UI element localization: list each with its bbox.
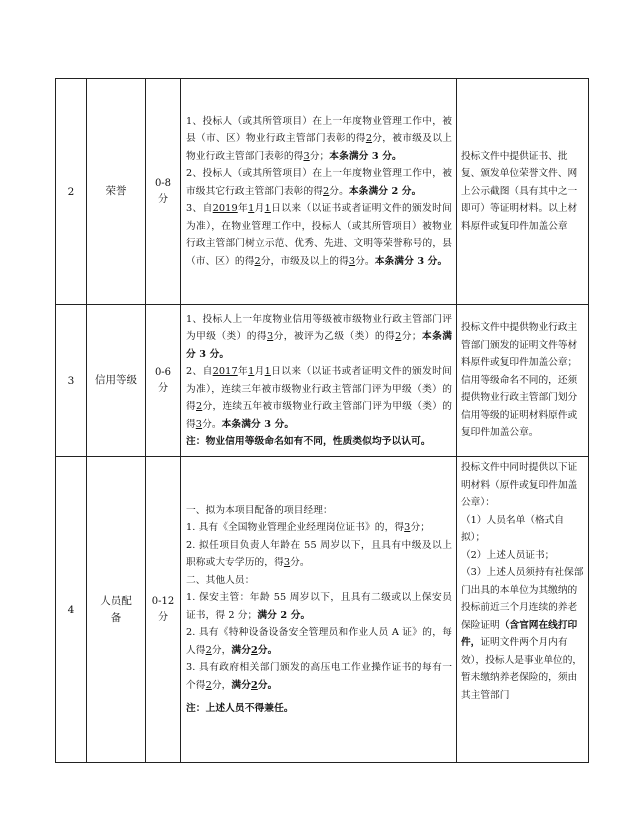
proof-materials: 投标文件中提供证书、批复、颁发单位荣誉文件、网上公示截图（具有其中之一即可）等证明材料。以上材料原件或复印件加盖公章 (457, 79, 589, 305)
item-name: 荣誉 (87, 79, 146, 305)
table-row (56, 79, 589, 305)
score-range: 0-8 分 (146, 79, 181, 305)
item-name: 人员配 备 (87, 457, 146, 763)
item-number: 3 (56, 305, 87, 457)
scoring-standard: 一、拟为本项目配备的项目经理： 1. 具有《全国物业管理企业经理岗位证书》的，得3分； 2. 拟任项目负责人年龄在 55 周岁以下，且具有中级及以上职称或大专学历的，得3分。 二、其他人员： 1. 保安主管：年龄 55 周岁以下，且具有二级或以上保安员证书，得 2 分；满分 2 分。 2. 具有《特种设备设备安全管理员和作业人员 A 证》的，每人得2分，满分2分。 3. 具有政府相关部门颁发的高压电工作业操作证书的每有一个得2分，满分2分。 注：上述人员不得兼任。 (181, 457, 457, 763)
table-row (56, 457, 589, 763)
scoring-table (55, 78, 589, 763)
scoring-standard: 1、投标人上一年度物业信用等级被市级物业行政主管部门评为甲级（类）的得3分，被评为乙级（类）的得2分；本条满分 3 分。 2、自2017年1月1日以来（以证书或者证明文件的颁发时间为准），连续三年被市级物业行政主管部门评为甲级（类）的得2分，连续五年被市级物业行政主管部门评为甲级（类）的得3分。本条满分 3 分。 注：物业信用等级命名如有不同，性质类似均予以认可。 (181, 305, 457, 457)
note: 注：上述人员不得兼任。 (186, 703, 294, 714)
note: 注：物业信用等级命名如有不同，性质类似均予以认可。 (186, 436, 431, 447)
proof-materials: 投标文件中同时提供以下证明材料（原件或复印件加盖公章）： （1）人员名单（格式自拟）； （2）上述人员证书； （3）上述人员须持有社保部门出具的本单位为其缴纳的投标前近三个月连续的养老保险证明（含官网在线打印件，证明文件两个月内有效），投标人是事业单位的，暂未缴纳养老保险的，须由其主管部门 (457, 457, 589, 763)
item-name: 信用等级 (87, 305, 146, 457)
score-range: 0-12 分 (146, 457, 181, 763)
score-range: 0-6 分 (146, 305, 181, 457)
item-number: 2 (56, 79, 87, 305)
table-row (56, 305, 589, 457)
item-number: 4 (56, 457, 87, 763)
proof-materials: 投标文件中提供物业行政主管部门颁发的证明文件等材料原件或复印件加盖公章；信用等级命名不同的，还须提供物业行政主管部门划分信用等级的证明材料原件或复印件加盖公章。 (457, 305, 589, 457)
scoring-standard: 1、投标人（或其所管项目）在上一年度物业管理工作中，被县（市、区）物业行政主管部门表彰的得2分，被市级及以上物业行政主管部门表彰的得3分；本条满分 3 分。 2、投标人（或其所管项目）在上一年度物业管理工作中，被市级其它行政主管部门表彰的得2分。本条满分 2 分。 3、自2019年1月1日以来（以证书或者证明文件的颁发时间为准），在物业管理工作中，投标人（或其所管项目）被物业行政主管部门树立示范、优秀、先进、文明等荣誉称号的，县（市、区）的得2分，市级及以上的得3分。本条满分 3 分。 (181, 79, 457, 305)
